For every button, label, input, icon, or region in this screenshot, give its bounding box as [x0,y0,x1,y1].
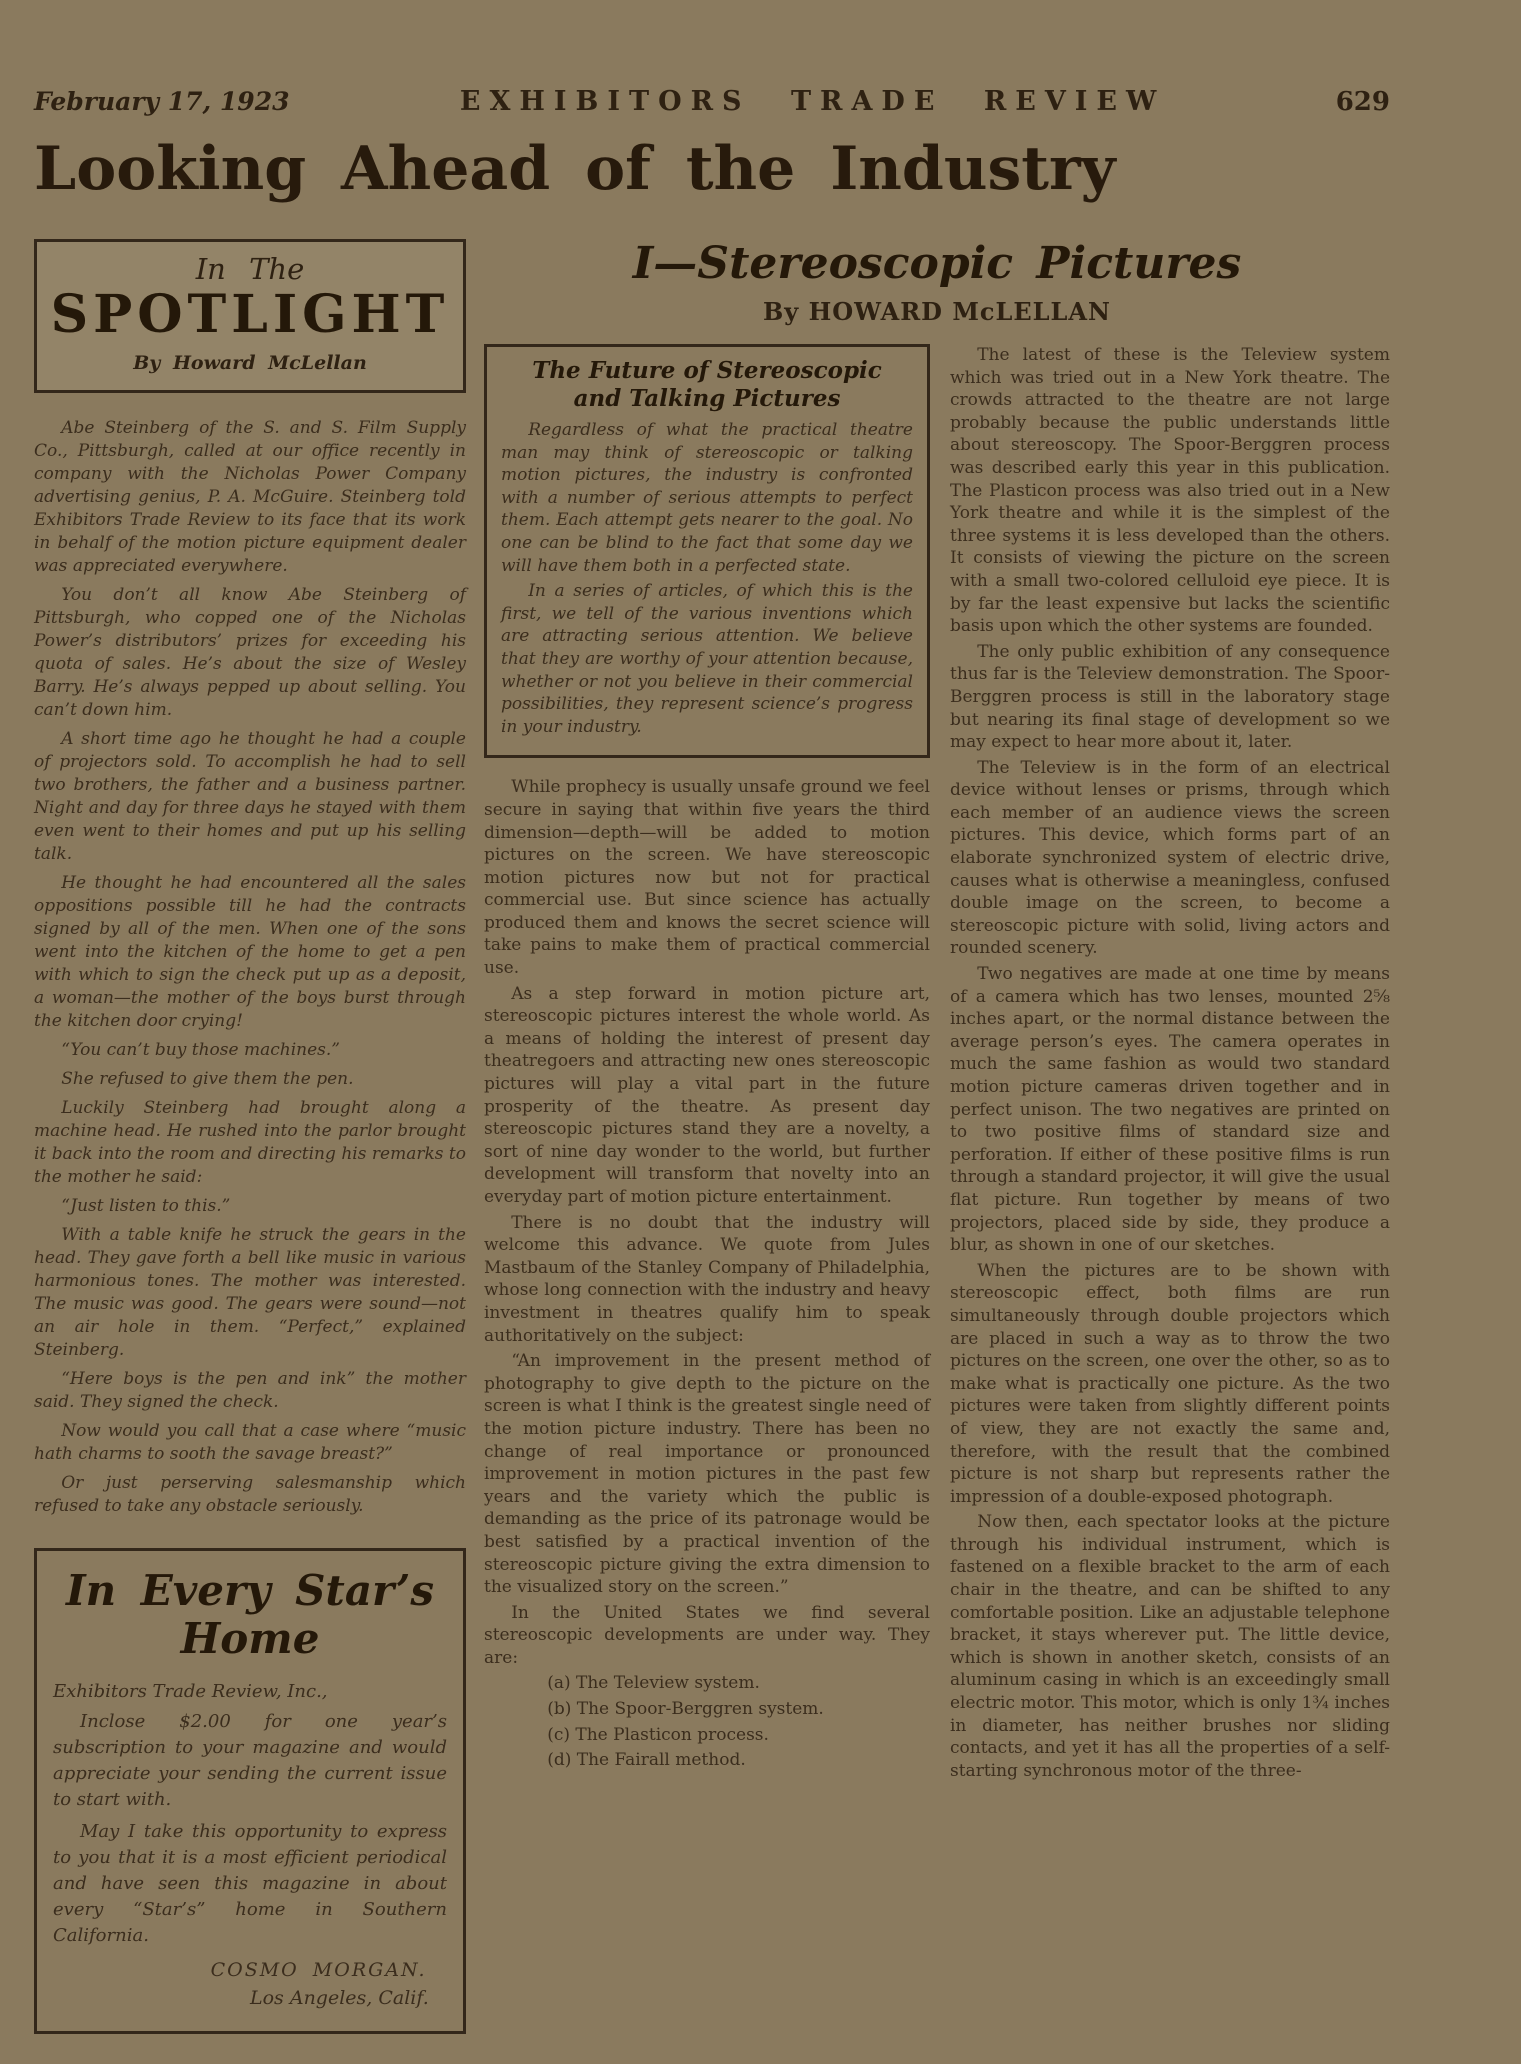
stars-home-title-line1: In Every Star’s [66,1566,434,1615]
spotlight-paragraph: Luckily Steinberg had brought along a machine head. He rushed into the parlor brought it back into the room and directing his remarks to the mother he said: [34,1098,466,1187]
main-headline: Looking Ahead of the Industry [34,134,1116,204]
future-box-title-line2: and Talking Pictures [573,385,841,412]
spotlight-paragraph: Or just perserving salesmanship which refused to take any obstacle seriously. [34,1473,466,1516]
spotlight-paragraph: “Just listen to this.” [61,1196,231,1216]
spotlight-title: SPOTLIGHT [50,284,450,345]
article-paragraph: “An improvement in the present method of photography to give depth to the picture on the screen is what I think is the greatest single need of the motion picture industry. There has been no change of real importance or pronounced improvement in motion pictures in the past few years and the variety which the public is demanding as the price of its patronage would be best satisfied by a practical invention of the stereoscopic picture giving the extra dimension to the visualized story on the screen.” [484,1351,930,1598]
article-paragraph: When the pictures are to be shown with stereoscopic effect, both films are run simultaneously through double projectors which are placed in such a way as to throw the two pictures on the screen, one over the other, so as to make what is practically one picture. As the two pictures were taken from slightly different points of view, they are not exactly the same and, therefore, with the result that the combined picture is not sharp but represents rather the impression of a double-exposed photograph. [950,1260,1390,1507]
spotlight-box [34,239,466,393]
article-paragraph: In the United States we find several stereoscopic developments are under way. They are: [484,1602,930,1668]
spotlight-paragraph: Now would you call that a case where “music hath charms to sooth the savage breast?” [34,1421,466,1464]
spotlight-paragraph: “You can’t buy those machines.” [61,1040,340,1060]
spotlight-paragraph: Abe Steinberg of the S. and S. Film Supply Co., Pittsburgh, called at our office recently in company with the Nicholas Power Company advertising genius, P. A. McGuire. Steinberg told Exhibitors Trade Review to its face that its work in behalf of the motion picture equipment dealer was appreciated everywhere. [34,418,466,576]
masthead-journal-title: EXHIBITORS TRADE REVIEW [459,86,1166,117]
article-title: I—Stereoscopic Pictures [632,238,1242,289]
future-box-paragraph: Regardless of what the practical theatre man may think of stereoscopic or talking motion pictures, the industry is confronted with a number of serious attempts to perfect them. Each attempt gets nearer to the goal. No one can be blind to the fact that some day we will have them both in a perfected state. [501,420,913,576]
article-paragraph: There is no doubt that the industry will welcome this advance. We quote from Jules Mastbaum of the Stanley Company of Philadelphia, whose long connection with the industry and heavy investment in theatres qualify him to speak authoritatively on the subject: [484,1212,930,1346]
column-layout [34,239,1390,2034]
masthead-date: February 17, 1923 [34,87,290,116]
article-paragraph: The latest of these is the Teleview system which was tried out in a New York theatre. The crowds attracted to the theatre are not large probably because the public understands little about stereoscopy. The Spoor-Berggren process was described early this year in this publication. The Plasticon process was also tried out in a New York theatre and while it is the simplest of the three systems it is less developed than the others. It consists of viewing the picture on the screen with a small two-colored celluloid eye piece. It is by far the least expensive but lacks the scientific basis upon which the other systems are founded. [950,345,1390,637]
stars-home-title-line2: Home [180,1614,320,1663]
article-list-item: (b) The Spoor-Berggren system. [547,1699,824,1720]
article-paragraph: Now then, each spectator looks at the picture through his individual instrument, which is fastened on a flexible bracket to the arm of each chair in the theatre, and can be shifted to any comfortable position. Like an adjustable telephone bracket, it stays wherever put. The little device, which is shown in another sketch, consists of an aluminum casing in which is an exceedingly small electric motor. This motor, which is only 1¾ inches in diameter, has neither brushes nor sliding contacts, and yet it has all the properties of a self-starting synchronous motor of the three- [950,1512,1390,1781]
spotlight-paragraph: He thought he had encountered all the sales oppositions possible till he had the contracts signed by all of the men. When one of the sons went into the kitchen of the home to get a pen with which to sign the check put up as a deposit, a woman—the mother of the boys burst through the kitchen door crying! [34,873,466,1031]
future-box-title [501,357,913,413]
article-columns [484,344,1390,1785]
spotlight-article-body [34,417,466,1518]
spotlight-paragraph: With a table knife he struck the gears in the head. They gave forth a bell like music in various harmonious tones. The mother was interested. The music was good. The gears were sound—not an air hole in them. “Perfect,” explained Steinberg. [34,1225,466,1360]
left-column [34,239,466,2034]
stars-home-box [34,1548,466,2034]
article-right-column [950,344,1390,1785]
stars-home-title [53,1567,447,1663]
article-list-item: (d) The Fairall method. [547,1750,746,1771]
stars-home-signature: COSMO MORGAN. [210,1959,427,1981]
article-section [484,239,1390,2034]
article-paragraph: As a step forward in motion picture art, stereoscopic pictures interest the whole world. As a means of holding the interest of present day theatregoers and attracting new ones stereoscopic pictures will play a vital part in the future prosperity of the theatre. As present day stereoscopic pictures stand they are a novelty, a sort of nine day wonder to the world, but further development will transform that novelty into an everyday part of motion picture entertainment. [484,983,930,1207]
stars-home-paragraph: Inclose $2.00 for one year’s subscription to your magazine and would appreciate your sending the current issue to start with. [53,1711,447,1810]
spotlight-kicker: In The [195,252,305,286]
spotlight-byline: By Howard McLellan [133,352,367,374]
stars-home-paragraph: May I take this opportunity to express to you that it is a most efficient periodical and have seen this magazine in about every “Star’s” home in Southern California. [53,1821,447,1946]
stars-home-salutation: Exhibitors Trade Review, Inc., [53,1681,328,1702]
future-box [484,344,930,758]
article-paragraph: While prophecy is usually unsafe ground we feel secure in saying that within five years the third dimension—depth—will be added to motion pictures on the screen. We have stereoscopic motion pictures now but not for practical commercial use. But since science has actually produced them and knows the secret science will take pains to make them of practical commercial use. [484,777,930,979]
future-box-title-line1: The Future of Stereoscopic [532,357,882,384]
article-paragraph: The Teleview is in the form of an electrical device without lenses or prisms, through which each member of an audience views the screen pictures. This device, which forms part of an elaborate synchronized system of electric drive, causes what is otherwise a meaningless, confused double image on the screen, to become a stereoscopic picture with solid, living actors and rounded scenery. [950,757,1390,959]
article-paragraph: The only public exhibition of any consequence thus far is the Teleview demonstration. The Spoor-Berggren process is still in the laboratory stage but nearing its final stage of development so we may expect to hear more about it, later. [950,641,1390,753]
spotlight-paragraph: You don’t all know Abe Steinberg of Pittsburgh, who copped one of the Nicholas Power’s distributors’ prizes for exceeding his quota of sales. He’s about the size of Wesley Barry. He’s always pepped up about selling. You can’t down him. [34,585,466,720]
article-center-column [484,344,930,1785]
masthead-page-number: 629 [1335,87,1390,117]
spotlight-paragraph: “Here boys is the pen and ink” the mother said. They signed the check. [34,1369,466,1412]
page-content [34,0,1390,2034]
spotlight-paragraph: A short time ago he thought he had a couple of projectors sold. To accomplish he had to sell two brothers, the father and a business partner. Night and day for three days he stayed with them even went to their homes and put up his selling talk. [34,729,466,864]
article-list-item: (a) The Teleview system. [547,1673,760,1694]
article-list-item: (c) The Plasticon process. [547,1724,769,1745]
stars-home-location: Los Angeles, Calif. [250,1987,429,2009]
masthead [34,0,1390,117]
future-box-paragraph: In a series of articles, of which this is the first, we tell of the various inventions which are attracting serious attention. We believe that they are worthy of your attention because, whether or not you believe in their commercial possibilities, they represent science’s progress in your industry. [501,581,913,737]
article-byline: By HOWARD McLELLAN [763,297,1111,326]
spotlight-paragraph: She refused to give them the pen. [61,1069,354,1089]
article-paragraph: Two negatives are made at one time by means of a camera which has two lenses, mounted 2⅝ inches apart, or the normal distance between the average person’s eyes. The camera operates in much the same fashion as would two standard motion picture cameras driven together and in perfect unison. The two negatives are printed on to two positive films of standard size and perforation. If either of these positive films is run through a standard projector, it will give the usual flat picture. Run together by means of two projectors, placed side by side, they produce a blur, as shown in one of our sketches. [950,964,1390,1256]
